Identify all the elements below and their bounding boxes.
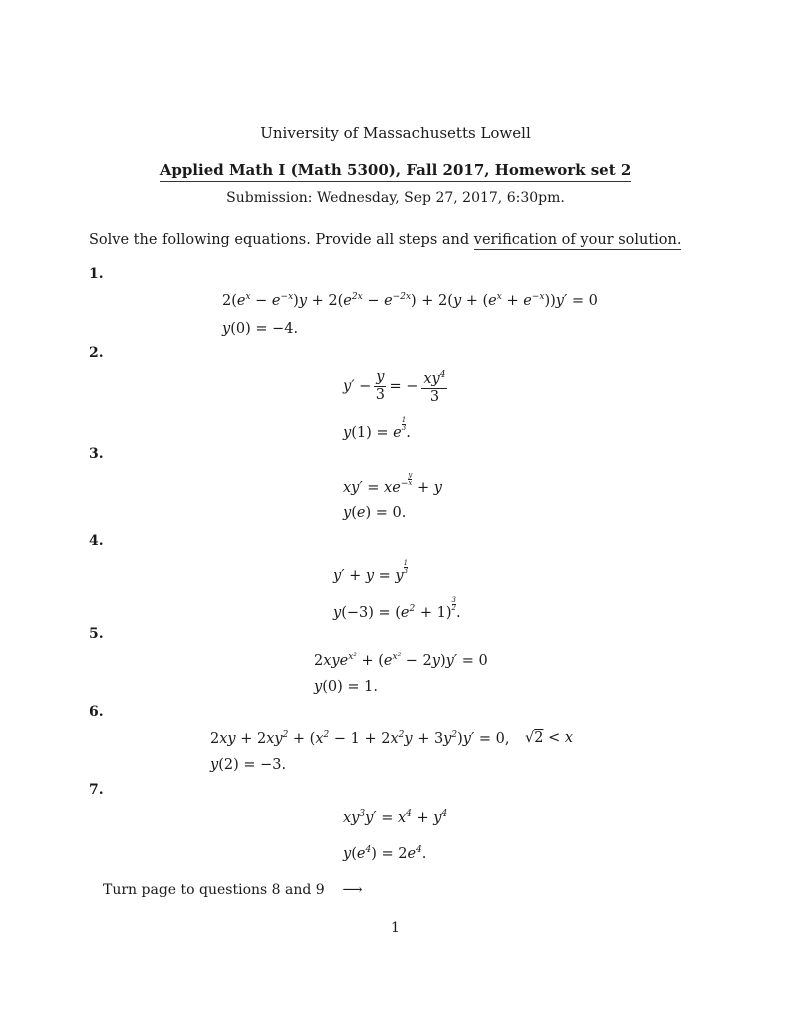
problem-7-condition: $y(e^4) = 2e^4$. [343,845,427,862]
problem-4-equation: y′ + y = y $\frac{1}{3}$ [333,559,409,584]
turn-page-note: Turn page to questions 8 and 9 ⟶ [103,882,363,898]
problem-7-number: 7. [89,782,104,798]
instructions: Solve the following equations. Provide all steps and verification of your solution. [89,232,682,248]
page-number: 1 [391,920,400,936]
problem-6-condition: y(2) = −3. [210,757,287,773]
problem-4-condition: $y(-3) = (e^2 + 1)$ $\frac{3}{2}$ . [333,596,461,621]
course-title: Applied Math I (Math 5300), Fall 2017, Homework set 2 [0,161,791,179]
problem-2-number: 2. [89,345,104,361]
problem-3-equation: xy′ = xe− $\frac{y}{x}$ + y [343,471,442,496]
problem-4-number: 4. [89,533,104,549]
problem-5-equation: $2xye^{x^2} + (e^{x^2} - 2y)y' = 0$ [314,652,488,669]
problem-1-equation: $2(e^x - e^{-x})y + 2(e^{2x} - e^{-2x}) + 2(y + (e^x + e^{-x}))y' = 0$ [222,292,598,309]
problem-1-condition: y(0) = −4. [222,321,299,337]
problem-3-number: 3. [89,446,104,462]
university-name: University of Massachusetts Lowell [260,124,531,142]
problem-2-equation: y′ − $\frac{y}{3}$ = − $\frac{xy^4}{3}$ [343,369,446,405]
problem-6-equation: $2xy + 2xy^2 + (x^2 - 1 + 2x^2y + 3y^2)y' = 0$, [210,730,510,747]
problem-6-domain: √2 < x [525,730,574,746]
problem-5-condition: y(0) = 1. [314,679,378,695]
problem-3-condition: y(e) = 0. [343,505,407,521]
problem-6-number: 6. [89,704,104,720]
problem-5-number: 5. [89,626,104,642]
submission-date: Submission: Wednesday, Sep 27, 2017, 6:30pm. [226,190,565,206]
right-arrow-icon: ⟶ [342,882,363,898]
problem-2-condition: y(1) = e $\frac{1}{3}$ . [343,416,411,441]
problem-1-number: 1. [89,266,104,282]
problem-7-equation: $xy^3y' = x^4 + y^4$ [343,809,448,826]
